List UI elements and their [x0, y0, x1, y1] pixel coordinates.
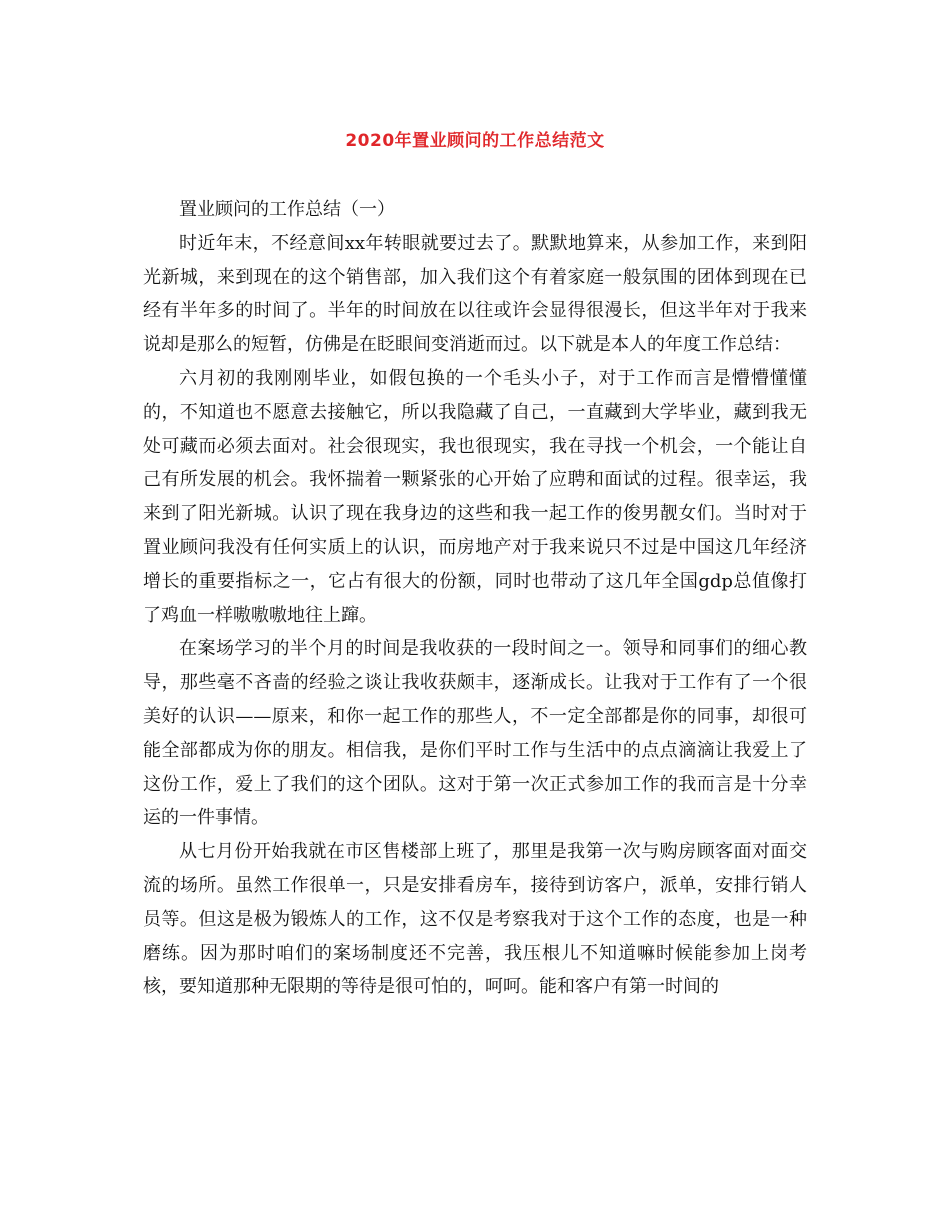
paragraph-2: 六月初的我刚刚毕业，如假包换的一个毛头小子，对于工作而言是懵懵懂懂的，不知道也不愿意去接触它，所以我隐藏了自己，一直藏到大学毕业，藏到我无处可藏而必须去面对。社会很现实，我也很现实，我在寻找一个机会，一个能让自己有所发展的机会。我怀揣着一颗紧张的心开始了应聘和面试的过程。很幸运，我来到了阳光新城。认识了现在我身边的这些和我一起工作的俊男靓女们。当时对于置业顾问我没有任何实质上的认识，而房地产对于我来说只不过是中国这几年经济增长的重要指标之一，它占有很大的份额，同时也带动了这几年全国gdp总值像打了鸡血一样嗷嗷嗷地往上蹿。	[143, 367, 807, 626]
paragraph-4: 从七月份开始我就在市区售楼部上班了，那里是我第一次与购房顾客面对面交流的场所。虽然工作很单一，只是安排看房车，接待到访客户，派单，安排行销人员等。但这是极为锻炼人的工作，这不仅是考察我对于这个工作的态度，也是一种磨练。因为那时咱们的案场制度还不完善，我压根儿不知道嘛时候能参加上岗考核，要知道那种无限期的等待是很可怕的，呵呵。能和客户有第一时间的	[143, 841, 807, 998]
paragraph-3: 在案场学习的半个月的时间是我收获的一段时间之一。领导和同事们的细心教导，那些毫不吝啬的经验之谈让我收获颇丰，逐渐成长。让我对于工作有了一个很美好的认识——原来，和你一起工作的那些人，不一定全部都是你的同事，却很可能全部都成为你的朋友。相信我，是你们平时工作与生活中的点点滴滴让我爱上了这份工作，爱上了我们的这个团队。这对于第一次正式参加工作的我而言是十分幸运的一件事情。	[143, 638, 807, 829]
section-heading: 置业顾问的工作总结（一）	[179, 199, 395, 220]
document-body	[143, 193, 807, 1004]
document-title: 2020年置业顾问的工作总结范文	[345, 131, 605, 151]
paragraph-1: 时近年末，不经意间xx年转眼就要过去了。默默地算来，从参加工作，来到阳光新城，来到现在的这个销售部，加入我们这个有着家庭一般氛围的团体到现在已经有半年多的时间了。半年的时间放在以往或许会显得很漫长，但这半年对于我来说却是那么的短暂，仿佛是在眨眼间变消逝而过。以下就是本人的年度工作总结：	[143, 232, 807, 356]
